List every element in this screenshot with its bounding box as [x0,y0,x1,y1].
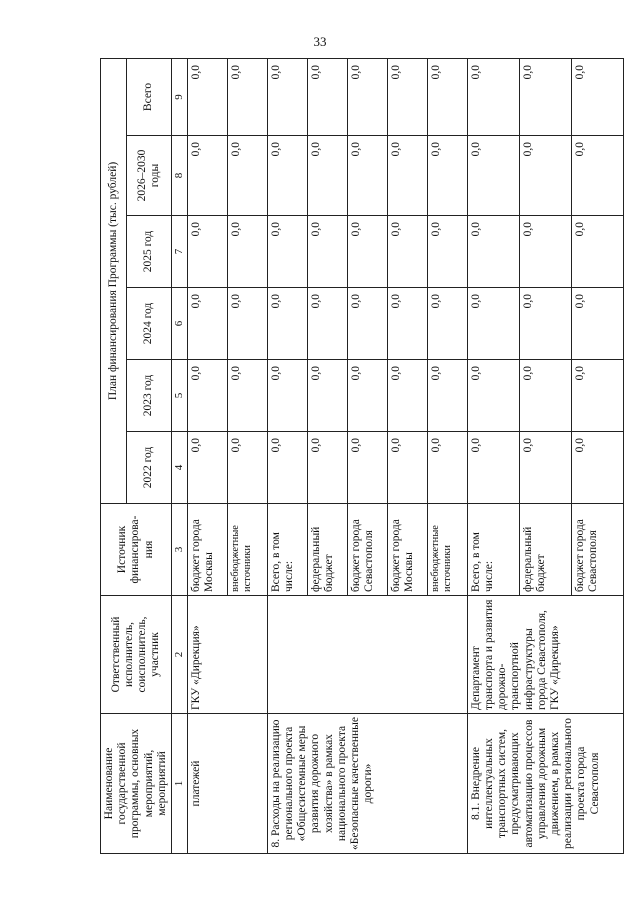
value-2022: 0,0 [187,432,227,504]
value-2023: 0,0 [387,360,427,432]
header-funding-source: Источник финансирова-ния [101,504,172,596]
header-year-2025: 2025 год [127,216,172,288]
value-2025: 0,0 [347,216,387,288]
column-number-row [172,58,188,853]
value-2025: 0,0 [467,216,519,288]
value-2024: 0,0 [227,288,267,360]
funding-source-cell: федеральный бюджет [519,504,571,596]
value-2024: 0,0 [467,288,519,360]
header-program-name: Наименование государственной программы, основных мероприятий, мероприятий [101,714,172,854]
column-number: 7 [172,216,188,288]
value-2026-2030: 0,0 [187,136,227,216]
value-2022: 0,0 [467,432,519,504]
value-2026-2030: 0,0 [267,136,307,216]
value-2025: 0,0 [387,216,427,288]
funding-source-cell: федеральный бюджет [307,504,347,596]
table-row [467,58,519,853]
value-2025: 0,0 [187,216,227,288]
executor-cell [267,596,467,714]
value-2024: 0,0 [571,288,623,360]
financing-table [100,58,624,854]
column-number: 2 [172,596,188,714]
value-2025: 0,0 [227,216,267,288]
value-2023: 0,0 [427,360,467,432]
header-year-2023: 2023 год [127,360,172,432]
funding-source-cell: бюджет города Москвы [187,504,227,596]
column-number: 9 [172,58,188,135]
header-years-2026-2030: 2026–2030 годы [127,136,172,216]
funding-source-cell: бюджет города Севастополя [347,504,387,596]
value-2024: 0,0 [307,288,347,360]
value-2023: 0,0 [267,360,307,432]
value-2024: 0,0 [427,288,467,360]
value-2026-2030: 0,0 [571,136,623,216]
value-2025: 0,0 [427,216,467,288]
header-executor: Ответственный исполнитель, соисполнитель, участник [101,596,172,714]
funding-source-cell: Всего, в том числе: [267,504,307,596]
value-total: 0,0 [227,58,267,135]
value-2023: 0,0 [571,360,623,432]
executor-cell: Департамент транспорта и развития дорожно-транспортной инфраструктуры города Севастополя, ГКУ «Дирекция» [467,596,623,714]
value-total: 0,0 [347,58,387,135]
funding-source-cell: Всего, в том числе: [467,504,519,596]
funding-source-cell: бюджет города Москвы [387,504,427,596]
value-2025: 0,0 [571,216,623,288]
value-2023: 0,0 [467,360,519,432]
header-total: Всего [127,58,172,135]
value-total: 0,0 [467,58,519,135]
value-total: 0,0 [571,58,623,135]
header-year-2024: 2024 год [127,288,172,360]
column-number: 3 [172,504,188,596]
rotated-table-wrapper [100,59,600,854]
value-2025: 0,0 [267,216,307,288]
value-2022: 0,0 [519,432,571,504]
value-2022: 0,0 [227,432,267,504]
table-row [187,58,227,853]
value-2023: 0,0 [187,360,227,432]
executor-cell: ГКУ «Дирекция» [187,596,267,714]
value-2024: 0,0 [187,288,227,360]
funding-source-cell: внебюджетные источники [427,504,467,596]
program-name-cell: платежей [187,714,267,854]
value-2022: 0,0 [347,432,387,504]
value-total: 0,0 [519,58,571,135]
header-financing-plan: План финансирования Программы (тыс. рублей) [101,58,127,503]
program-name-cell: 8. Расходы на реализацию регионального проекта «Общесистемные меры развития дорожного хозяйства» в рамках национального проекта «Безопасные качественные дороги» [267,714,467,854]
column-number: 8 [172,136,188,216]
value-2023: 0,0 [347,360,387,432]
value-2024: 0,0 [267,288,307,360]
column-number: 6 [172,288,188,360]
value-total: 0,0 [307,58,347,135]
value-2023: 0,0 [519,360,571,432]
value-2025: 0,0 [519,216,571,288]
page-number: 33 [313,34,327,49]
value-total: 0,0 [267,58,307,135]
funding-source-cell: внебюджетные источники [227,504,267,596]
column-number: 1 [172,714,188,854]
value-2022: 0,0 [387,432,427,504]
value-2024: 0,0 [387,288,427,360]
value-total: 0,0 [187,58,227,135]
header-year-2022: 2022 год [127,432,172,504]
funding-source-cell: бюджет города Севастополя [571,504,623,596]
value-2026-2030: 0,0 [467,136,519,216]
value-2026-2030: 0,0 [347,136,387,216]
value-2023: 0,0 [227,360,267,432]
value-2022: 0,0 [267,432,307,504]
value-2022: 0,0 [571,432,623,504]
value-2022: 0,0 [307,432,347,504]
value-2024: 0,0 [519,288,571,360]
value-2026-2030: 0,0 [387,136,427,216]
column-number: 4 [172,432,188,504]
column-number: 5 [172,360,188,432]
value-2025: 0,0 [307,216,347,288]
table-row [267,58,307,853]
program-name-cell: 8.1. Внедрение интеллектуальных транспортных систем, предусматривающих автоматизацию процессов управления дорожным движением, в рамках реализации регионального проекта города Севастополя [467,714,623,854]
value-2022: 0,0 [427,432,467,504]
value-2026-2030: 0,0 [307,136,347,216]
value-2026-2030: 0,0 [427,136,467,216]
value-total: 0,0 [427,58,467,135]
value-total: 0,0 [387,58,427,135]
value-2026-2030: 0,0 [227,136,267,216]
value-2026-2030: 0,0 [519,136,571,216]
value-2024: 0,0 [347,288,387,360]
value-2023: 0,0 [307,360,347,432]
